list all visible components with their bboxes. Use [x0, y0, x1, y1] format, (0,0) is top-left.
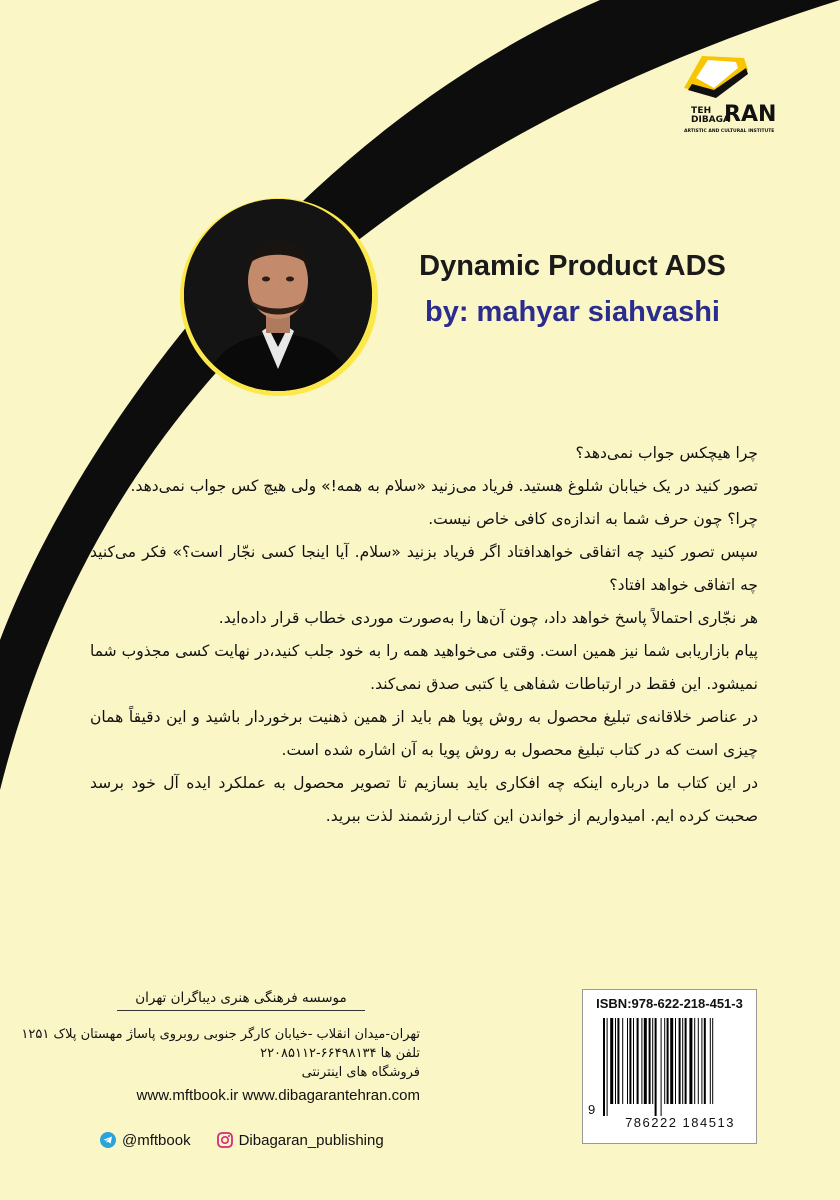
barcode-bar	[641, 1018, 642, 1104]
barcode-bar	[670, 1018, 673, 1104]
barcode-bar	[675, 1018, 676, 1104]
barcode-bar	[607, 1018, 608, 1116]
publisher-contact	[20, 1025, 420, 1082]
logo-text-ran: RAN	[724, 102, 777, 127]
book-author: by: mahyar siahvashi	[425, 296, 720, 328]
barcode-bar	[712, 1018, 713, 1104]
publisher-phone: تلفن ها ۶۶۴۹۸۱۳۴-۲۲۰۸۵۱۱۲	[260, 1046, 420, 1061]
barcode-bar	[661, 1018, 662, 1116]
blurb-paragraph: پیام بازاریابی شما نیز همین است. وقتی می‌خواهید همه را به خود جلب کنید،در نهایت کسی مجذوب شما نمیشود. این فقط در ارتباطات شفاهی یا کتبی صدق نمی‌کند.	[90, 642, 758, 693]
logo-text-dibaga: DIBAGA	[691, 115, 730, 125]
author-photo	[184, 199, 372, 391]
barcode-bar	[649, 1018, 651, 1104]
barcode-bar	[664, 1018, 665, 1104]
barcode-bar	[701, 1018, 702, 1104]
telegram-handle[interactable]: @mftbook	[122, 1131, 191, 1149]
instagram-handle[interactable]: Dibagaran_publishing	[238, 1131, 384, 1149]
barcode-lead-digit: 9	[588, 1102, 596, 1117]
barcode-bar	[694, 1018, 695, 1104]
blurb-paragraph: تصور کنید در یک خیابان شلوغ هستید. فریاد می‌زنید «سلام به همه!» ولی هیچ کس جواب نمی‌دهد.	[130, 477, 758, 495]
isbn-number: ISBN:978-622-218-451-3	[596, 996, 743, 1011]
blurb-paragraph: در عناصر خلاقانه‌ی تبلیغ محصول به روش پویا هم باید از همین ذهنیت برخوردار باشید و این دقیقاً همان چیزی است که در کتاب تبلیغ محصول به روش پویا به آن اشاره شده است.	[90, 708, 758, 759]
barcode-digits: 786222 184513	[625, 1115, 735, 1130]
barcode-bar	[610, 1018, 613, 1104]
instagram-icon	[217, 1132, 233, 1148]
isbn-barcode-box	[582, 989, 757, 1144]
publisher-address: تهران-میدان انقلاب -خیابان کارگر جنوبی روبروی پاساژ مهستان پلاک ۱۲۵۱	[21, 1027, 420, 1042]
blurb-paragraph: چرا؟ چون حرف شما به اندازه‌ی کافی خاص نیست.	[428, 510, 758, 528]
blurb-paragraph: هر نجّاری احتمالاً پاسخ خواهد داد، چون آن‌ها را به‌صورت موردی خطاب قرار داده‌اید.	[218, 609, 758, 627]
barcode-bar	[679, 1018, 681, 1104]
telegram-icon	[100, 1132, 116, 1148]
barcode-graphic	[601, 1018, 751, 1116]
barcode-bar	[689, 1018, 692, 1104]
book-title: Dynamic Product ADS	[419, 250, 726, 282]
barcode-bar	[685, 1018, 687, 1104]
barcode-bar	[617, 1018, 619, 1104]
barcode-bar	[652, 1018, 653, 1104]
barcode-bar	[637, 1018, 639, 1104]
barcode-bar	[615, 1018, 616, 1104]
barcode-bar	[644, 1018, 647, 1104]
barcode-bar	[633, 1018, 634, 1104]
barcode-bar	[629, 1018, 631, 1104]
barcode-bar	[698, 1018, 699, 1104]
barcode-bar	[603, 1018, 605, 1116]
publisher-websites[interactable]: www.mftbook.ir www.dibagarantehran.com	[136, 1087, 420, 1104]
barcode-bar	[704, 1018, 706, 1104]
logo-text-teh: TEH	[691, 106, 712, 116]
logo-mark-icon	[674, 48, 750, 100]
blurb-paragraph: چرا هیچکس جواب نمی‌دهد؟	[575, 444, 758, 462]
social-links	[100, 1130, 384, 1150]
blurb-paragraph: سپس تصور کنید چه اتفاقی خواهدافتاد اگر فریاد بزنید «سلام. آیا اینجا کسی نجّار است؟» فکر می‌کنید چه اتفاقی خواهد افتاد؟	[90, 543, 758, 594]
publisher-name: موسسه فرهنگی هنری دیباگران تهران	[117, 986, 365, 1011]
publisher-logo	[662, 48, 777, 138]
online-stores-label: فروشگاه های اینترنتی	[301, 1065, 420, 1080]
blurb-paragraph: در این کتاب ما درباره اینکه چه افکاری باید بسازیم تا تصویر محصول به عملکرد ایده آل خود برسد صحبت کرده ایم. امیدواریم از خواندن این کتاب ارزشمند لذت ببرید.	[90, 774, 758, 825]
barcode-bar	[622, 1018, 623, 1104]
blurb-text	[90, 437, 758, 833]
barcode-bar	[627, 1018, 628, 1104]
barcode-bar	[710, 1018, 711, 1104]
barcode-bar	[667, 1018, 669, 1104]
barcode-bar	[655, 1018, 657, 1116]
logo-tagline: ARTISTIC AND CULTURAL INSTITUTE	[684, 129, 775, 134]
author-portrait-illustration	[184, 199, 372, 391]
barcode-bar	[682, 1018, 683, 1104]
